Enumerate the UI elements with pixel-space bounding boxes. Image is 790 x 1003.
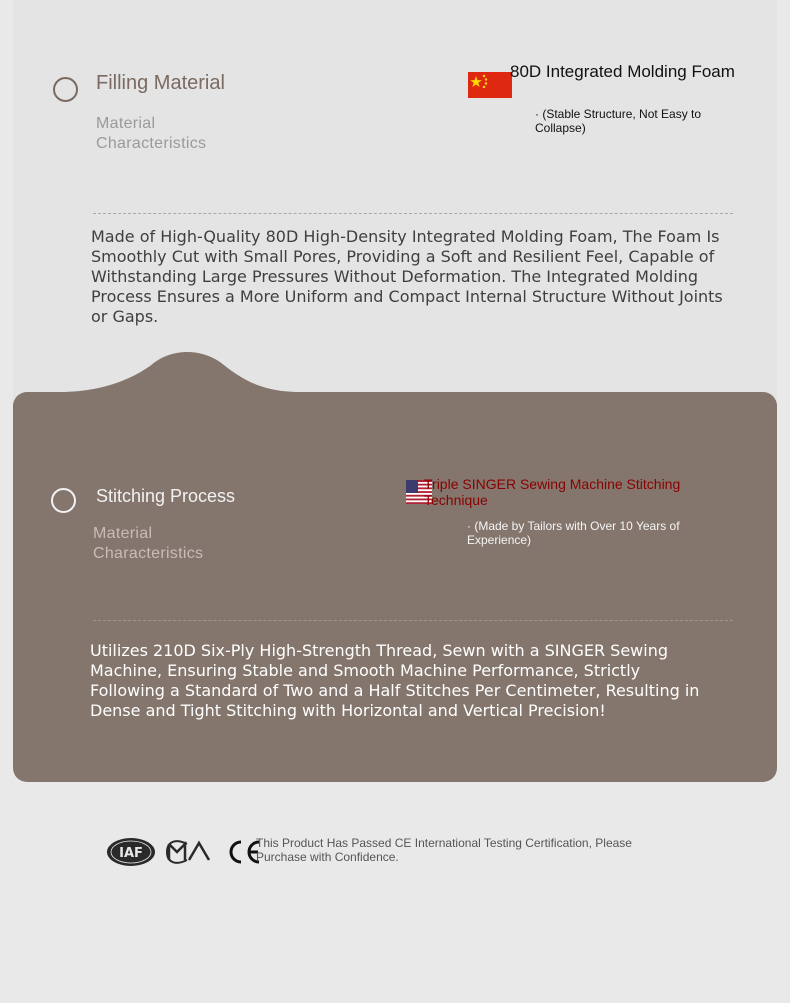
divider [93,620,733,621]
divider [93,213,733,214]
svg-text:IAF: IAF [119,846,143,861]
section-marker-icon [51,488,76,513]
iaf-logo-icon [105,836,157,868]
cma-logo-icon [165,838,215,866]
panel-hump [60,340,300,400]
stitching-headline: Triple SINGER Sewing Machine Stitching Technique [424,476,681,508]
stitching-description: Utilizes 210D Six-Ply High-Strength Thread, Sewn with a SINGER Sewing Machine, Ensuring Stable and Smooth Machine Performance, Strictly Following a Standard of Two and a Half Stitches Per Centimeter, Resulting in Dense and Tight Stitching with Horizontal and Vertical Precision! [90,641,700,720]
china-flag-icon [468,72,512,98]
filling-subtitle [96,114,206,154]
filling-description: Made of High-Quality 80D High-Density Integrated Molding Foam, The Foam Is Smoothly Cut with Small Pores, Providing a Soft and Resilient Feel, Capable of Withstanding Large Pressures Without Deformation. The Integrated Molding Process Ensures a More Uniform and Compact Internal Structure Without Joints or Gaps. [91,227,723,326]
filling-subtitle-line1: Material [96,115,156,132]
filling-headline: 80D Integrated Molding Foam [510,62,735,81]
filling-subtitle-line2: Characteristics [96,135,207,152]
stitching-subtitle [93,524,203,564]
stitching-panel [13,392,777,782]
stitching-subtitle-line2: Characteristics [93,545,204,562]
stitching-title: Stitching Process [96,486,236,506]
stitching-subtitle-line1: Material [93,525,153,542]
certification-text: This Product Has Passed CE International Testing Certification, Please Purchase with Confidence. [256,836,632,864]
filling-note: · (Stable Structure, Not Easy to Collapse) [535,107,702,135]
stitching-note: · (Made by Tailors with Over 10 Years of Experience) [467,519,680,547]
section-marker-icon [53,77,78,102]
filling-title: Filling Material [96,72,225,94]
